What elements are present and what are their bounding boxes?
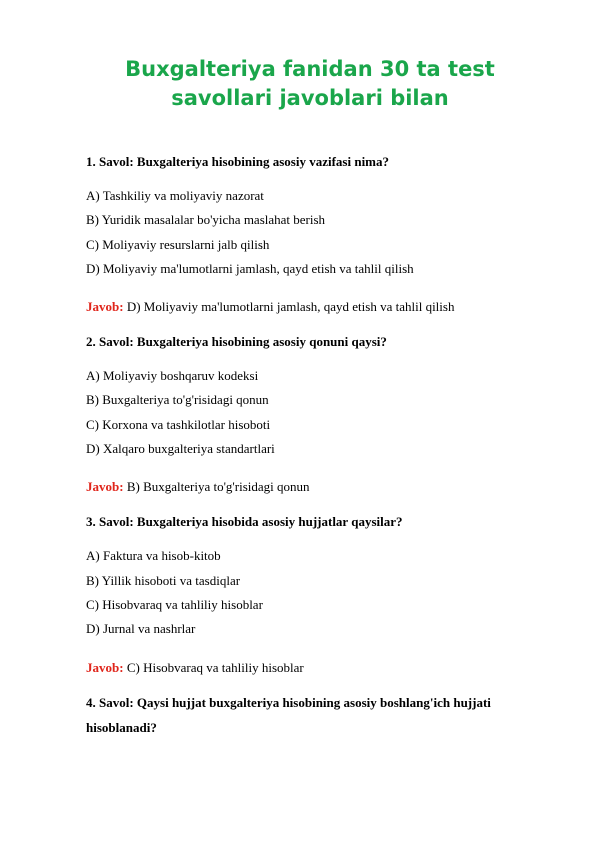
- question-text: 4. Savol: Qaysi hujjat buxgalteriya hisobining asosiy boshlang'ich hujjati hisoblanadi?: [86, 694, 491, 735]
- question-list: [86, 149, 522, 740]
- option-a: A) Tashkiliy va moliyaviy nazorat: [86, 188, 264, 203]
- answer-text: C) Hisobvaraq va tahliliy hisoblar: [123, 659, 304, 675]
- option-c: C) Korxona va tashkilotlar hisoboti: [86, 416, 271, 432]
- question-text: 2. Savol: Buxgalteriya hisobining asosiy qonuni qaysi?: [86, 334, 387, 350]
- question-2: [86, 329, 522, 499]
- answer-label: Javob:: [86, 659, 124, 675]
- answer-text: D) Moliyaviy ma'lumotlarni jamlash, qayd etish va tahlil qilish: [123, 299, 455, 315]
- option-a: A) Moliyaviy boshqaruv kodeksi: [86, 368, 259, 384]
- option-c: C) Moliyaviy resurslarni jalb qilish: [86, 236, 270, 252]
- document-title: Buxgalteriya fanidan 30 ta test savollari javoblari bilan: [125, 57, 495, 110]
- option-b: B) Yuridik masalalar bo'yicha maslahat berish: [86, 212, 326, 228]
- option-b: B) Yillik hisoboti va tasdiqlar: [86, 572, 241, 588]
- question-4: [86, 690, 522, 740]
- option-c: C) Hisobvaraq va tahliliy hisoblar: [86, 596, 263, 612]
- answer-text: B) Buxgalteriya to'g'risidagi qonun: [123, 479, 310, 495]
- answer-label: Javob:: [86, 479, 124, 495]
- question-1: [86, 149, 522, 319]
- question-text: 1. Savol: Buxgalteriya hisobining asosiy vazifasi nima?: [86, 154, 390, 169]
- question-text: 3. Savol: Buxgalteriya hisobida asosiy hujjatlar qaysilar?: [86, 514, 403, 530]
- option-d: D) Xalqaro buxgalteriya standartlari: [86, 441, 275, 457]
- option-d: D) Jurnal va nashrlar: [86, 621, 196, 637]
- answer-line: [86, 656, 522, 680]
- option-d: D) Moliyaviy ma'lumotlarni jamlash, qayd etish va tahlil qilish: [86, 260, 414, 276]
- option-b: B) Buxgalteriya to'g'risidagi qonun: [86, 392, 269, 408]
- question-3: [86, 509, 522, 679]
- answer-label: Javob:: [86, 299, 124, 315]
- option-a: A) Faktura va hisob-kitob: [86, 548, 221, 564]
- answer-line: [86, 295, 522, 319]
- answer-line: [86, 475, 522, 499]
